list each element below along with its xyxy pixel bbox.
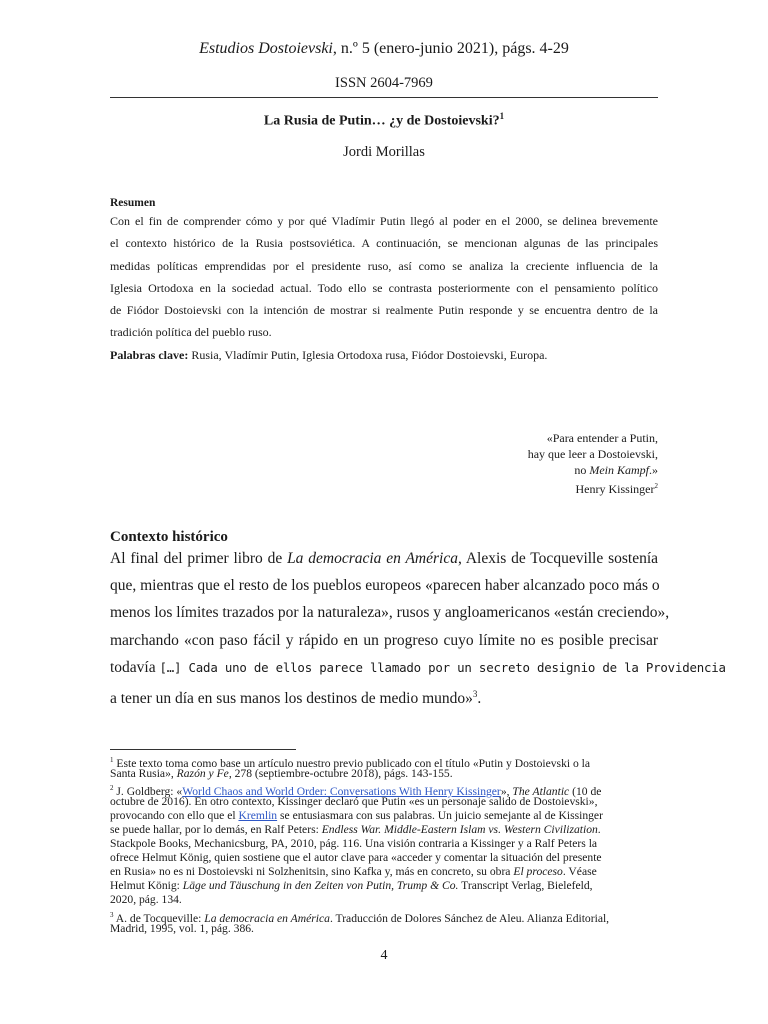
epigraph [528,430,658,497]
footnote-number: 1 [110,756,114,764]
body-text: , Alexis de Tocqueville sostenía [457,550,659,567]
journal-citation [110,40,658,58]
footnote-2-cont [110,865,658,879]
book-title: La democracia en América [204,911,330,925]
footnote-text: se puede hallar, por lo demás, en Ralf Peters: [110,823,322,837]
footnote-divider [110,749,296,750]
abstract-line: Iglesia Ortodoxa en la sociedad actual. Todo ello se contrasta posteriormente con el pensamiento político [110,280,658,295]
article-title-text: La Rusia de Putin… ¿y de Dostoievski? [263,113,500,129]
footnote-text: Este texto toma como base un artículo nuestro previo publicado con el título «Putin y Dostoievski o la [113,756,591,770]
article-title [110,111,658,130]
footnote-1 [110,753,658,770]
footnote-text: provocando con ello que el [110,809,239,823]
footnote-3-cont: Madrid, 1995, vol. 1, pág. 386. [110,921,254,935]
footnote-2-cont: 2020, pág. 134. [110,893,182,907]
footnote-text: J. Goldberg: « [113,784,183,798]
issue-info: , n.º 5 (enero-junio 2021), págs. 4-29 [332,40,569,57]
body-text: . [477,690,482,708]
abstract-body [110,210,658,344]
journal-title: Razón y Fe [176,767,229,781]
issn: ISSN 2604-7969 [335,75,433,91]
epigraph-line [528,462,658,478]
abstract-line: Con el fin de comprender cómo y por qué Vladímir Putin llegó al poder en el 2000, se delinea brevemente [110,214,658,228]
section-body [110,545,726,708]
epigraph-line: «Para entender a Putin, [546,431,658,445]
epigraph-book-title: Mein Kampf [589,463,649,477]
section-heading: Contexto histórico [110,529,228,545]
keywords [110,348,658,363]
footnote-text: Santa Rusia», [110,767,177,781]
journal-title: The Atlantic [512,784,570,798]
footnote-text: . Traducción de Dolores Sánchez de Aleu. Alianza Editorial, [329,911,610,925]
body-line: menos los límites trazados por la naturaleza», rusos y angloamericanos «están creciendo», [110,604,670,622]
footnote-text: Helmut König: [110,879,183,893]
body-quote: […] Cada uno de ellos parece llamado por un secreto designio de la Providencia [159,659,726,675]
book-title: La democracia en América [287,550,458,567]
page-number: 4 [380,948,388,963]
book-title: Endless War. Middle-Eastern Islam vs. Western Civilization [321,823,598,837]
epigraph-text: .» [649,463,658,477]
body-text: Al final del primer libro de [110,550,288,567]
footnote-ref-2[interactable]: 2 [654,482,658,490]
body-line: que, mientras que el resto de los pueblos europeos «parecen haber alcanzado poco más o [110,577,660,595]
kremlin-link[interactable]: Kremlin [238,809,278,823]
footnote-3 [110,908,658,925]
keywords-label: Palabras clave: [110,348,189,362]
body-text: todavía [110,658,160,676]
footnote-text: , 278 (septiembre-octubre 2018), págs. 143-155. [228,767,453,781]
footnote-2-cont [110,809,658,823]
footnote-ref-3[interactable]: 3 [472,688,478,699]
epigraph-line: hay que leer a Dostoievski, [527,447,658,461]
epigraph-text: no [574,463,590,477]
footnote-number: 3 [110,910,114,919]
footnotes [110,753,658,936]
footnote-2-cont: ofrece Helmut König, quien sostiene que el autor clave para «acceder y comentar la situación del presente [110,851,602,865]
footnote-2-cont: octubre de 2016). En otro contexto, Kissinger declaró que Putin «es un personaje salido de Dostoievski», [110,795,598,809]
book-title: Läge und Täuschung in den Zeiten von Putin, Trump & Co. [182,879,459,893]
abstract-line: medidas políticas emprendidas por el presidente ruso, así como se analiza la creciente influencia de la [110,258,658,273]
footnote-ref-1[interactable]: 1 [499,111,505,121]
footnote-2-cont: Stackpole Books, Mechanicsburg, PA, 2010, pág. 116. Una visión contraria a Kissinger y a Ralf Peters la [110,837,598,851]
body-line [110,545,658,572]
body-line [110,654,726,681]
footnote-2 [110,781,658,798]
footnote-text: en Rusia» no es ni Dostoievski ni Solzhenitsin, sino Kafka y, más en concreto, su obra [110,865,514,879]
footnote-number: 2 [110,784,114,793]
body-line: marchando «con paso fácil y rápido en un progreso cuyo límite no es posible precisar [110,631,658,649]
body-text: a tener un día en sus manos los destinos de medio mundo» [110,690,473,708]
book-title: El proceso [513,865,563,879]
article-author: Jordi Morillas [343,144,425,160]
abstract-line: de Fiódor Dostoievski con la intención de mostrar si realmente Putin responde y se encuentra dentro de la [110,303,658,318]
footnote-text: Transcript Verlag, Bielefeld, [458,879,593,893]
goldberg-article-link[interactable]: World Chaos and World Order: Conversations With Henry Kissinger [182,784,501,798]
footnote-2-cont [110,879,658,893]
journal-name: Estudios Dostoievski [199,40,333,57]
footnote-text: se entusiasmara con sus palabras. Un juicio semejante al de Kissinger [277,809,603,823]
footnote-text: . Véase [562,865,597,879]
epigraph-author: Henry Kissinger [575,482,655,496]
abstract-line: tradición política del pueblo ruso. [110,325,272,340]
epigraph-attribution [528,478,658,497]
keywords-text: Rusia, Vladímir Putin, Iglesia Ortodoxa rusa, Fiódor Dostoievski, Europa. [188,348,548,362]
footnote-text: . [597,823,601,837]
header-divider [110,97,658,98]
abstract-line: el contexto histórico de la Rusia postsoviética. A continuación, se mencionan algunas de las principales [110,236,658,251]
footnote-2-cont [110,823,658,837]
footnote-text: (10 de [569,784,602,798]
body-line [110,681,658,708]
footnote-text: A. de Tocqueville: [113,911,205,925]
abstract-label: Resumen [110,197,156,209]
footnote-text: », [500,784,513,798]
